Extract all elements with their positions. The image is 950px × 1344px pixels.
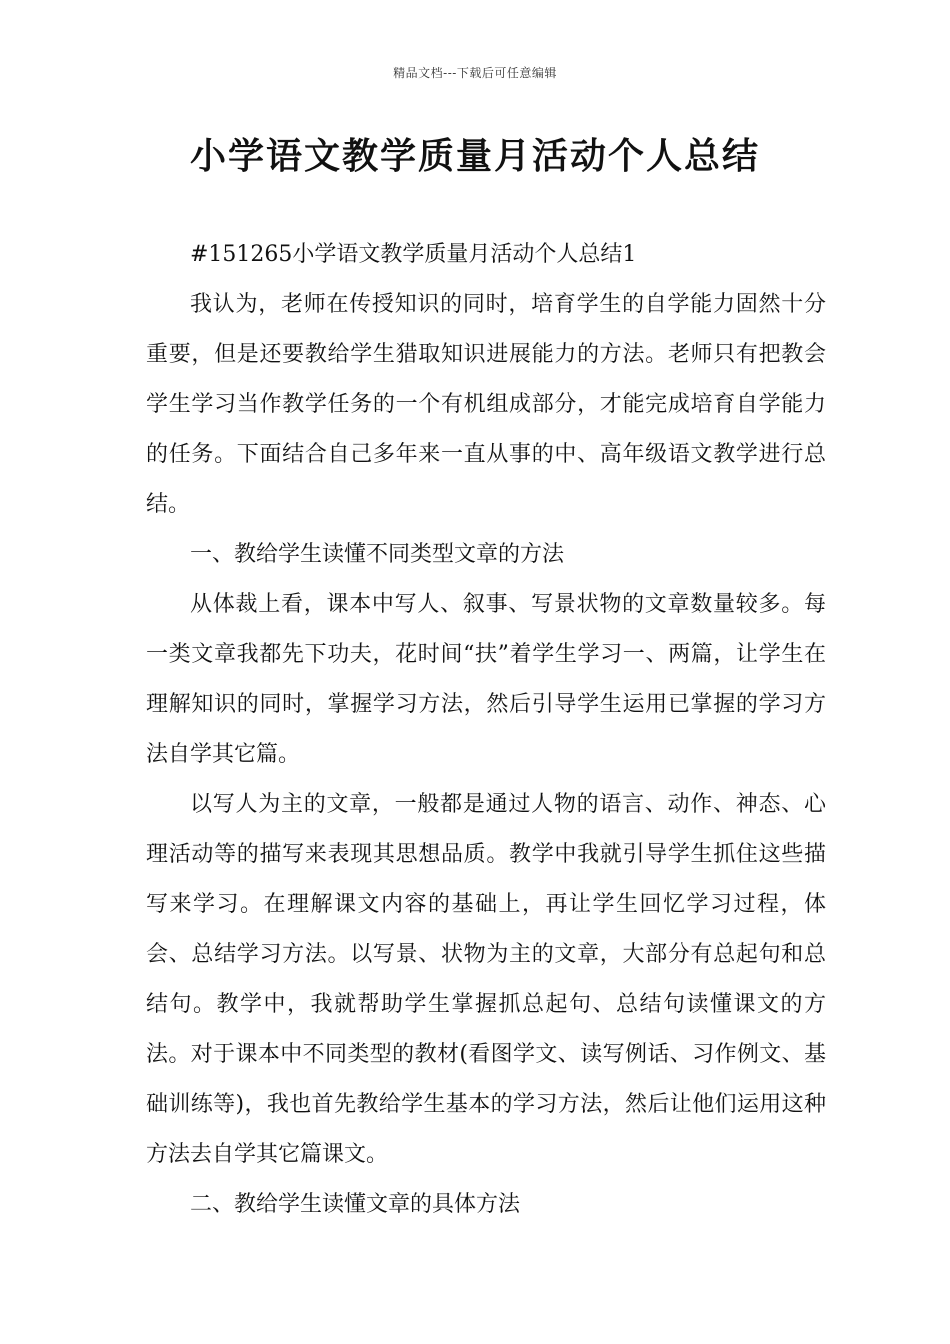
section-heading: 一、教给学生读懂不同类型文章的方法 xyxy=(190,542,565,567)
paragraph: 从体裁上看，课本中写人、叙事、写景状物的文章数量较多。每一类文章我都先下功夫，花时间“扶”着学生学习一、两篇，让学生在理解知识的同时，掌握学习方法，然后引导学生运用已掌握的学习方法自学其它篇。 xyxy=(146,592,826,767)
document-title: 小学语文教学质量月活动个人总结 xyxy=(189,136,760,177)
header-note: 精品文档---下载后可任意编辑 xyxy=(393,66,557,80)
paragraph: 我认为，老师在传授知识的同时，培育学生的自学能力固然十分重要，但是还要教给学生猎取知识进展能力的方法。老师只有把教会学生学习当作教学任务的一个有机组成部分，才能完成培育自学能力的任务。下面结合自己多年来一直从事的中、高年级语文教学进行总结。 xyxy=(146,292,826,517)
section-heading: #151265小学语文教学质量月活动个人总结1 xyxy=(190,242,637,267)
section-heading: 二、教给学生读懂文章的具体方法 xyxy=(190,1192,521,1217)
document-body xyxy=(146,230,826,1230)
paragraph: 以写人为主的文章，一般都是通过人物的语言、动作、神态、心理活动等的描写来表现其思想品质。教学中我就引导学生抓住这些描写来学习。在理解课文内容的基础上，再让学生回忆学习过程，体会、总结学习方法。以写景、状物为主的文章，大部分有总起句和总结句。教学中，我就帮助学生掌握抓总起句、总结句读懂课文的方法。对于课本中不同类型的教材(看图学文、读写例话、习作例文、基础训练等)，我也首先教给学生基本的学习方法，然后让他们运用这种方法去自学其它篇课文。 xyxy=(146,792,826,1167)
